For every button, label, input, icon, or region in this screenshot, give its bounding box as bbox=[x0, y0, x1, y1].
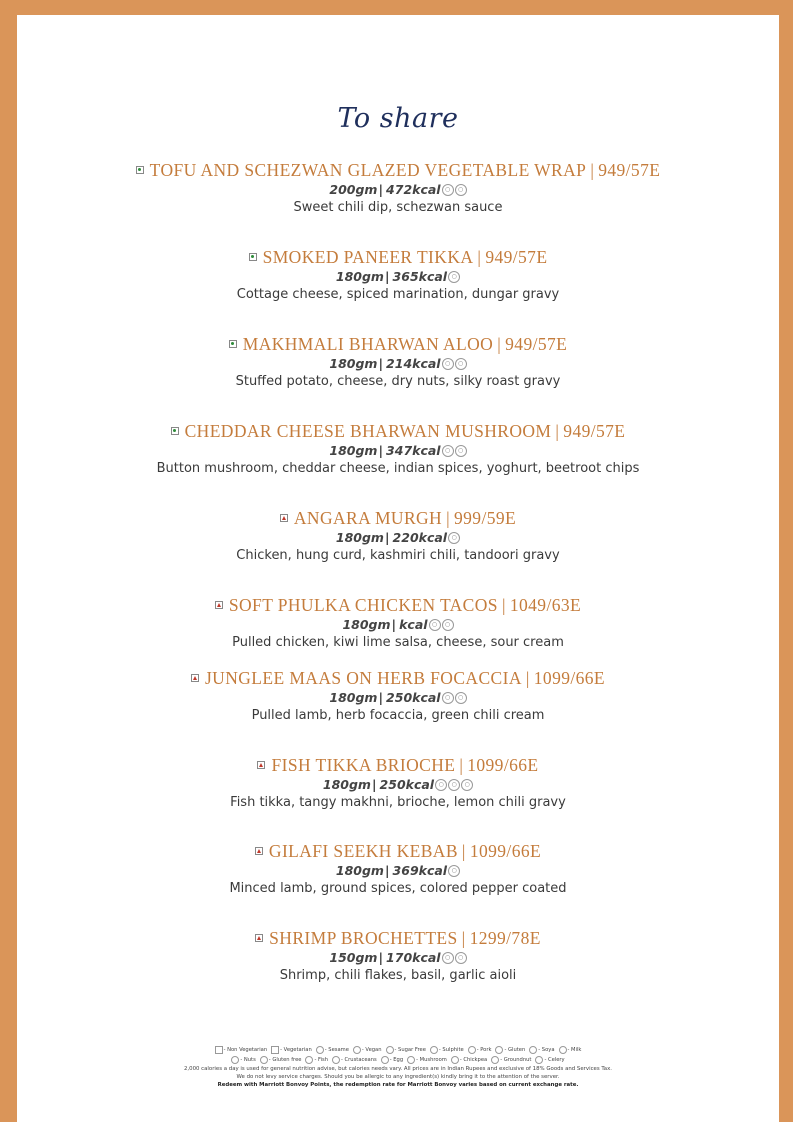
egg-icon bbox=[381, 1056, 389, 1064]
milk-icon: ○ bbox=[448, 271, 460, 283]
menu-item bbox=[17, 841, 779, 898]
menu-item-description: Shrimp, chili flakes, basil, garlic aioli bbox=[279, 968, 517, 983]
non-vegetarian-icon bbox=[215, 601, 223, 609]
soya-icon: ○ bbox=[442, 184, 454, 196]
legend-entry bbox=[215, 1045, 268, 1055]
gluten-icon bbox=[495, 1046, 503, 1054]
legend-entry bbox=[305, 1055, 328, 1065]
price-separator: | bbox=[446, 508, 450, 528]
menu-item-meta bbox=[17, 181, 779, 198]
soya-icon bbox=[529, 1046, 537, 1054]
menu-item-meta bbox=[17, 616, 779, 633]
menu-item-name: SHRIMP BROCHETTES bbox=[269, 928, 458, 948]
non-vegetarian-icon bbox=[255, 934, 263, 942]
legend-entry bbox=[381, 1055, 403, 1065]
menu-item-title bbox=[17, 421, 779, 441]
menu-item-weight: 180gm bbox=[335, 269, 384, 284]
legend-entry bbox=[332, 1055, 377, 1065]
menu-item bbox=[17, 160, 779, 217]
milk-icon: ○ bbox=[448, 865, 460, 877]
mushroom-icon: ○ bbox=[455, 445, 467, 457]
menu-item-price: 949/57E bbox=[598, 160, 661, 180]
meta-separator: | bbox=[378, 356, 384, 371]
groundnut-icon bbox=[491, 1056, 499, 1064]
vegetarian-icon bbox=[136, 166, 144, 174]
menu-item-meta bbox=[17, 268, 779, 285]
legend-entry bbox=[353, 1045, 382, 1055]
price-separator: | bbox=[497, 334, 502, 354]
menu-item-title bbox=[17, 247, 779, 267]
legend-label: - Vegan bbox=[361, 1047, 382, 1053]
menu-item-title bbox=[17, 160, 779, 180]
non-vegetarian-icon bbox=[257, 761, 265, 769]
menu-item-weight: 180gm bbox=[329, 690, 378, 705]
legend-label: - Sulphite bbox=[438, 1047, 464, 1053]
menu-item-description: Button mushroom, cheddar cheese, indian spices, yoghurt, beetroot chips bbox=[156, 461, 640, 476]
non-vegetarian-icon bbox=[215, 1046, 223, 1054]
legend-entry bbox=[407, 1055, 447, 1065]
meta-separator: | bbox=[384, 530, 390, 545]
menu-item-meta bbox=[17, 355, 779, 372]
menu-item bbox=[17, 421, 779, 478]
meta-separator: | bbox=[371, 777, 377, 792]
menu-item-kcal: 347kcal bbox=[386, 443, 441, 458]
sulphite-icon bbox=[430, 1046, 438, 1054]
legend-entry bbox=[386, 1045, 426, 1055]
menu-item-kcal: 250kcal bbox=[379, 777, 435, 792]
crustaceans-icon: ○ bbox=[455, 952, 467, 964]
menu-item-name: CHEDDAR CHEESE BHARWAN MUSHROOM bbox=[184, 421, 552, 441]
menu-item bbox=[17, 508, 779, 565]
legend-entry bbox=[491, 1055, 531, 1065]
meta-separator: | bbox=[378, 690, 384, 705]
menu-item-kcal: 250kcal bbox=[386, 690, 441, 705]
menu-item-title bbox=[17, 668, 779, 688]
legend-label: - Gluten free bbox=[268, 1057, 302, 1063]
menu-item-price: 949/57E bbox=[563, 421, 626, 441]
legend-entry bbox=[529, 1045, 554, 1055]
menu-item-kcal: 369kcal bbox=[392, 863, 448, 878]
legend-label: - Sugar Free bbox=[394, 1047, 426, 1053]
legend-label: - Non Vegetarian bbox=[223, 1047, 268, 1053]
legend-row-2 bbox=[17, 1055, 779, 1065]
menu-item-weight: 200gm bbox=[329, 182, 378, 197]
pork-icon bbox=[468, 1046, 476, 1054]
menu-item-title bbox=[17, 928, 779, 948]
menu-item-kcal: 214kcal bbox=[386, 356, 441, 371]
menu-item-description: Pulled chicken, kiwi lime salsa, cheese, sour cream bbox=[232, 635, 564, 650]
legend-label: - Egg bbox=[389, 1057, 404, 1063]
footnote-service: We do not levy service charges. Should you be allergic to any ingredient(s) kindly bring it to the attention of the server. bbox=[236, 1074, 560, 1080]
chickpea-icon bbox=[451, 1056, 459, 1064]
menu-item-meta bbox=[17, 776, 779, 793]
menu-item-title bbox=[17, 755, 779, 775]
menu-item-meta bbox=[17, 862, 779, 879]
menu-item-kcal: kcal bbox=[399, 617, 428, 632]
menu-item bbox=[17, 668, 779, 725]
legend-label: - Chickpea bbox=[459, 1057, 488, 1063]
fish-icon bbox=[305, 1056, 313, 1064]
gluten-icon: ○ bbox=[448, 779, 460, 791]
menu-item-description: Fish tikka, tangy makhni, brioche, lemon chili gravy bbox=[230, 795, 566, 810]
menu-item-meta bbox=[17, 442, 779, 459]
menu-item-weight: 150gm bbox=[329, 950, 378, 965]
price-separator: | bbox=[525, 668, 530, 688]
gluten-free-icon bbox=[260, 1056, 268, 1064]
menu-item bbox=[17, 928, 779, 985]
menu-item-price: 949/57E bbox=[485, 247, 548, 267]
menu-item-name: TOFU AND SCHEZWAN GLAZED VEGETABLE WRAP bbox=[149, 160, 587, 180]
menu-item-weight: 180gm bbox=[322, 777, 371, 792]
menu-item bbox=[17, 334, 779, 391]
menu-item-price: 1099/66E bbox=[533, 668, 606, 688]
menu-item-price: 1099/66E bbox=[467, 755, 539, 775]
meta-separator: | bbox=[391, 617, 397, 632]
meta-separator: | bbox=[384, 863, 390, 878]
menu-item bbox=[17, 595, 779, 652]
menu-item-price: 1099/66E bbox=[469, 841, 542, 861]
menu-item-weight: 180gm bbox=[329, 443, 378, 458]
meta-separator: | bbox=[378, 182, 384, 197]
vegetarian-icon bbox=[271, 1046, 279, 1054]
footnote-nutrition: 2,000 calories a day is used for general nutrition advise, but calories needs vary. All prices are in Indian Rupees and exclusive of 18% Goods and Services Tax. bbox=[184, 1066, 612, 1072]
menu-item-kcal: 220kcal bbox=[392, 530, 448, 545]
legend-row-1 bbox=[17, 1045, 779, 1055]
nuts-icon bbox=[231, 1056, 239, 1064]
menu-item-meta bbox=[17, 949, 779, 966]
menu-item-description: Stuffed potato, cheese, dry nuts, silky roast gravy bbox=[235, 374, 561, 389]
menu-item-name: JUNGLEE MAAS ON HERB FOCACCIA bbox=[204, 668, 522, 688]
menu-item bbox=[17, 247, 779, 304]
legend-entry bbox=[231, 1055, 255, 1065]
price-separator: | bbox=[461, 841, 466, 861]
milk-icon: ○ bbox=[448, 532, 460, 544]
menu-item-description: Minced lamb, ground spices, colored pepper coated bbox=[229, 881, 567, 896]
crustaceans-icon bbox=[332, 1056, 340, 1064]
legend-label: - Pork bbox=[476, 1047, 492, 1053]
legend-entry bbox=[451, 1055, 487, 1065]
non-vegetarian-icon bbox=[280, 514, 288, 522]
legend-entry bbox=[559, 1045, 582, 1055]
sugar-free-icon bbox=[386, 1046, 394, 1054]
legend-label: - Vegetarian bbox=[280, 1047, 312, 1053]
menu-item-weight: 180gm bbox=[335, 530, 384, 545]
menu-footer bbox=[17, 1045, 779, 1089]
price-separator: | bbox=[501, 595, 506, 615]
menu-item-weight: 180gm bbox=[329, 356, 378, 371]
menu-page bbox=[17, 15, 779, 1122]
legend-label: - Crustaceans bbox=[341, 1057, 377, 1063]
menu-item-price: 999/59E bbox=[454, 508, 517, 528]
menu-item-title bbox=[17, 841, 779, 861]
vegetarian-icon bbox=[171, 427, 179, 435]
legend-label: - Milk bbox=[567, 1047, 582, 1053]
price-separator: | bbox=[590, 160, 595, 180]
milk-icon: ○ bbox=[429, 619, 441, 631]
menu-item-description: Chicken, hung curd, kashmiri chili, tandoori gravy bbox=[236, 548, 560, 563]
milk-icon: ○ bbox=[442, 358, 454, 370]
menu-item-kcal: 365kcal bbox=[392, 269, 448, 284]
menu-item-name: SOFT PHULKA CHICKEN TACOS bbox=[228, 595, 498, 615]
legend-entry bbox=[260, 1055, 302, 1065]
legend-label: - Celery bbox=[544, 1057, 565, 1063]
menu-item-kcal: 170kcal bbox=[386, 950, 441, 965]
footnote-bonvoy: Redeem with Marriott Bonvoy Points, the redemption rate for Marriott Bonvoy varies based on current exchange rate. bbox=[217, 1082, 579, 1088]
menu-item-name: FISH TIKKA BRIOCHE bbox=[271, 755, 456, 775]
vegetarian-icon bbox=[229, 340, 237, 348]
legend-label: - Fish bbox=[314, 1057, 329, 1063]
milk-icon: ○ bbox=[442, 952, 454, 964]
legend-label: - Nuts bbox=[240, 1057, 256, 1063]
milk-icon: ○ bbox=[442, 692, 454, 704]
menu-item-price: 1299/78E bbox=[469, 928, 541, 948]
nuts-icon: ○ bbox=[455, 358, 467, 370]
legend-entry bbox=[271, 1045, 312, 1055]
menu-item-name: GILAFI SEEKH KEBAB bbox=[268, 841, 458, 861]
meta-separator: | bbox=[378, 950, 384, 965]
fish-icon: ○ bbox=[461, 779, 473, 791]
menu-item-title bbox=[17, 508, 779, 528]
menu-item-description: Sweet chili dip, schezwan sauce bbox=[293, 200, 503, 215]
milk-icon: ○ bbox=[435, 779, 447, 791]
menu-item-name: ANGARA MURGH bbox=[293, 508, 443, 528]
non-vegetarian-icon bbox=[255, 847, 263, 855]
gluten-icon: ○ bbox=[442, 619, 454, 631]
menu-item-meta bbox=[17, 529, 779, 546]
legend-entry bbox=[468, 1045, 492, 1055]
menu-item-name: SMOKED PANEER TIKKA bbox=[262, 247, 474, 267]
menu-item-description: Pulled lamb, herb focaccia, green chili cream bbox=[251, 708, 545, 723]
vegan-icon bbox=[353, 1046, 361, 1054]
sesame-icon bbox=[316, 1046, 324, 1054]
menu-item-kcal: 472kcal bbox=[386, 182, 441, 197]
legend-label: - Groundnut bbox=[500, 1057, 532, 1063]
menu-item-price: 949/57E bbox=[505, 334, 568, 354]
legend-entry bbox=[430, 1045, 464, 1055]
price-separator: | bbox=[555, 421, 560, 441]
menu-item-title bbox=[17, 334, 779, 354]
milk-icon bbox=[559, 1046, 567, 1054]
menu-item-meta bbox=[17, 689, 779, 706]
legend-label: - Gluten bbox=[504, 1047, 526, 1053]
meta-separator: | bbox=[378, 443, 384, 458]
gluten-icon: ○ bbox=[455, 184, 467, 196]
section-heading: To share bbox=[337, 103, 459, 134]
meta-separator: | bbox=[384, 269, 390, 284]
legend-entry bbox=[316, 1045, 349, 1055]
legend-entry bbox=[495, 1045, 525, 1055]
menu-item bbox=[17, 755, 779, 812]
legend-entry bbox=[535, 1055, 564, 1065]
menu-item-title bbox=[17, 595, 779, 615]
legend-label: - Sesame bbox=[324, 1047, 349, 1053]
menu-item-description: Cottage cheese, spiced marination, dungar gravy bbox=[236, 287, 560, 302]
legend-label: - Soya bbox=[538, 1047, 555, 1053]
legend-label: - Mushroom bbox=[416, 1057, 447, 1063]
menu-item-weight: 180gm bbox=[335, 863, 384, 878]
price-separator: | bbox=[461, 928, 466, 948]
menu-item-price: 1049/63E bbox=[509, 595, 582, 615]
menu-item-weight: 180gm bbox=[342, 617, 391, 632]
gluten-icon: ○ bbox=[455, 692, 467, 704]
non-vegetarian-icon bbox=[191, 674, 199, 682]
price-separator: | bbox=[477, 247, 482, 267]
milk-icon: ○ bbox=[442, 445, 454, 457]
mushroom-icon bbox=[407, 1056, 415, 1064]
menu-item-name: MAKHMALI BHARWAN ALOO bbox=[242, 334, 494, 354]
vegetarian-icon bbox=[249, 253, 257, 261]
celery-icon bbox=[535, 1056, 543, 1064]
price-separator: | bbox=[459, 755, 464, 775]
